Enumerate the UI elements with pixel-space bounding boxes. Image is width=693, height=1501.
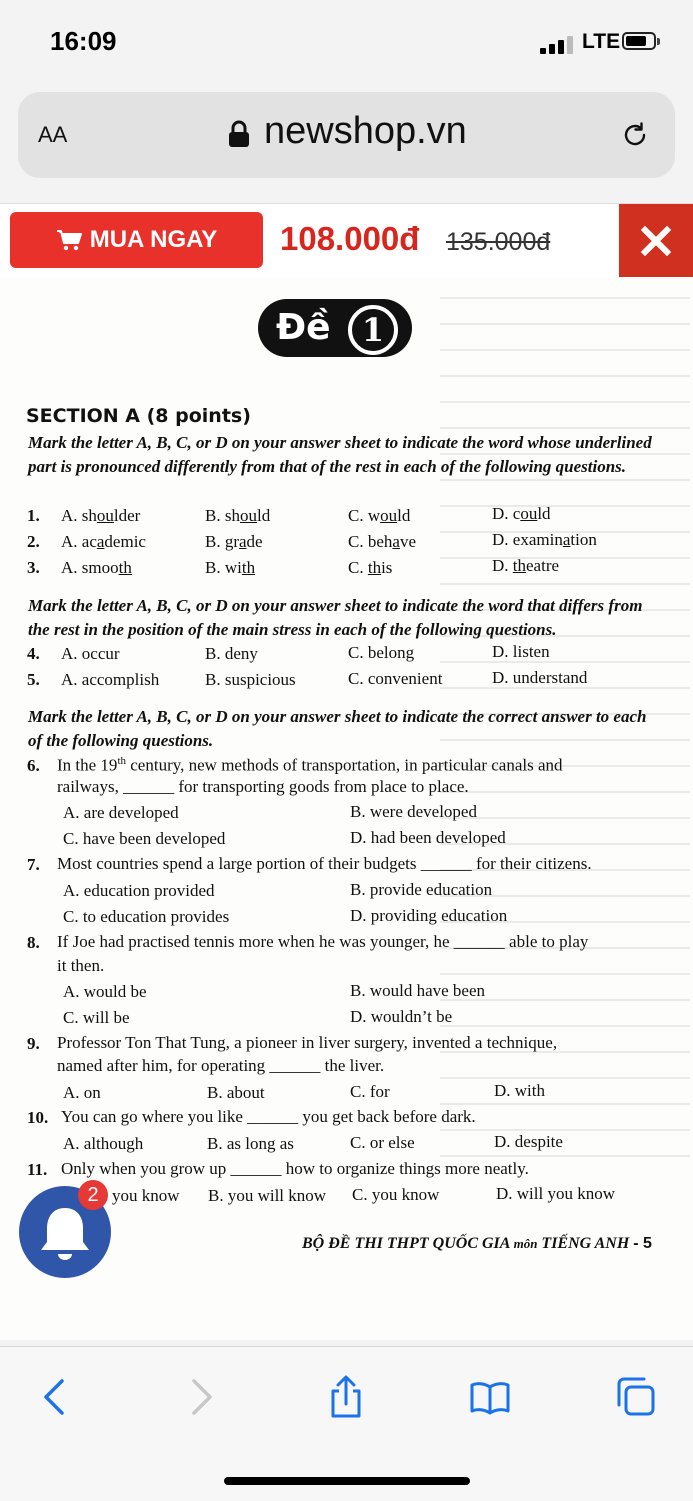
reload-icon[interactable] (620, 120, 650, 150)
close-banner-button[interactable] (619, 204, 693, 278)
question-number: 1. (27, 506, 40, 525)
option-c: C. this (348, 558, 393, 577)
original-price: 135.000đ (446, 228, 551, 256)
option-c: C. for (350, 1082, 390, 1101)
address-bar[interactable] (18, 92, 675, 178)
option-a: A. occur (61, 644, 120, 663)
option-a: A. on (63, 1083, 101, 1102)
question-number: 2. (27, 532, 40, 551)
section-title: SECTION A (8 points) (26, 405, 251, 427)
option-d: D. had been developed (350, 828, 506, 847)
url-text[interactable]: newshop.vn (264, 110, 467, 152)
question-text: You can go where you like ______ you get back before dark. (61, 1107, 476, 1126)
option-a: A. accomplish (61, 670, 160, 689)
option-a: you know (112, 1186, 180, 1205)
question-number: 6. (27, 756, 40, 775)
option-d: D. theatre (492, 556, 560, 575)
promo-banner (0, 203, 693, 278)
option-d: D. wouldn’t be (350, 1007, 453, 1026)
signal-icon (540, 34, 576, 54)
close-icon (640, 225, 672, 257)
instruction-pronunciation: Mark the letter A, B, C, or D on your answer sheet to indicate the word whose underlined part is pronounced differently from that of the rest in each of the following questions. (28, 433, 652, 476)
sale-price: 108.000đ (280, 220, 420, 257)
option-c: C. have been developed (63, 829, 226, 848)
option-d: D. listen (492, 642, 550, 661)
tabs-icon[interactable] (616, 1375, 656, 1419)
option-b: B. deny (205, 644, 258, 663)
option-b: B. would have been (350, 981, 486, 1000)
option-d: D. examination (492, 530, 597, 549)
home-indicator (224, 1477, 470, 1485)
option-a: A. shoulder (61, 506, 141, 525)
option-d: D. with (494, 1081, 545, 1100)
bookmarks-icon[interactable] (470, 1375, 510, 1419)
battery-icon (622, 32, 656, 50)
option-a: A. smooth (61, 558, 132, 577)
instruction-stress: Mark the letter A, B, C, or D on your answer sheet to indicate the word that differs from the rest in the position of the main stress in each of the following questions. (28, 596, 643, 639)
buy-now-label: MUA NGAY (89, 226, 218, 253)
option-b: B. suspicious (205, 670, 296, 689)
question-text: Professor Ton That Tung, a pioneer in liver surgery, invented a technique, (57, 1033, 558, 1052)
option-c: C. to education provides (63, 907, 230, 926)
question-text: Only when you grow up ______ how to organize things more neatly. (61, 1159, 529, 1178)
page-footer: BỘ ĐỀ THI THPT QUỐC GIA môn TIẾNG ANH - 5 (302, 1235, 652, 1252)
question-number: 3. (27, 558, 40, 577)
option-c: C. belong (348, 643, 415, 662)
option-c: C. would (348, 506, 411, 525)
status-time: 16:09 (50, 26, 117, 56)
option-a: A. academic (61, 532, 146, 551)
option-b: B. were developed (350, 802, 477, 821)
option-d: D. providing education (350, 906, 508, 925)
network-type: LTE (582, 30, 621, 53)
option-c: C. behave (348, 532, 416, 551)
question-number: 10. (27, 1108, 49, 1127)
badge-number: 1 (348, 305, 398, 355)
question-text: In the 19th century, new methods of transportation, in particular canals and (57, 755, 563, 775)
option-b: B. as long as (207, 1134, 294, 1153)
option-a: A. would be (63, 982, 147, 1001)
option-a: A. although (63, 1134, 144, 1153)
cart-icon (56, 229, 82, 251)
option-b: B. about (207, 1083, 265, 1102)
option-d: D. understand (492, 668, 588, 687)
question-number: 11. (27, 1160, 48, 1179)
back-icon[interactable] (34, 1375, 74, 1419)
option-b: B. with (205, 558, 256, 577)
exam-page (0, 277, 693, 1340)
question-text: Most countries spend a large portion of their budgets ______ for their citizens. (57, 854, 592, 873)
option-a: A. education provided (63, 881, 215, 900)
question-text: it then. (57, 956, 105, 975)
option-c: C. or else (350, 1133, 415, 1152)
badge-label: Đề (276, 307, 331, 348)
forward-icon[interactable] (182, 1375, 222, 1419)
option-a: A. are developed (63, 803, 179, 822)
option-b: B. should (205, 506, 271, 525)
option-b: B. you will know (208, 1186, 327, 1205)
question-text: railways, ______ for transporting goods from place to place. (57, 777, 469, 796)
question-number: 5. (27, 670, 40, 689)
option-b: B. provide education (350, 880, 493, 899)
option-d: D. could (492, 504, 551, 523)
share-icon[interactable] (326, 1375, 366, 1419)
browser-toolbar (0, 1346, 693, 1501)
option-c: C. you know (352, 1185, 440, 1204)
lock-icon (228, 120, 250, 148)
buy-now-button[interactable] (10, 212, 263, 268)
text-size-button[interactable]: AA (38, 122, 68, 147)
status-bar (0, 0, 693, 88)
option-d: D. despite (494, 1132, 563, 1151)
test-number-badge (258, 299, 412, 357)
instruction-correct-answer: Mark the letter A, B, C, or D on your answer sheet to indicate the correct answer to each of the following questions. (28, 707, 647, 750)
option-c: C. will be (63, 1008, 130, 1027)
question-number: 4. (27, 644, 40, 663)
option-c: C. convenient (348, 669, 443, 688)
question-number: 8. (27, 933, 40, 952)
notification-count-badge: 2 (78, 1180, 108, 1210)
option-b: B. grade (205, 532, 263, 551)
question-number: 7. (27, 855, 40, 874)
question-text: named after him, for operating ______ the liver. (57, 1056, 385, 1075)
question-number: 9. (27, 1034, 40, 1053)
question-text: If Joe had practised tennis more when he was younger, he ______ able to play (57, 932, 589, 951)
option-d: D. will you know (496, 1184, 615, 1203)
